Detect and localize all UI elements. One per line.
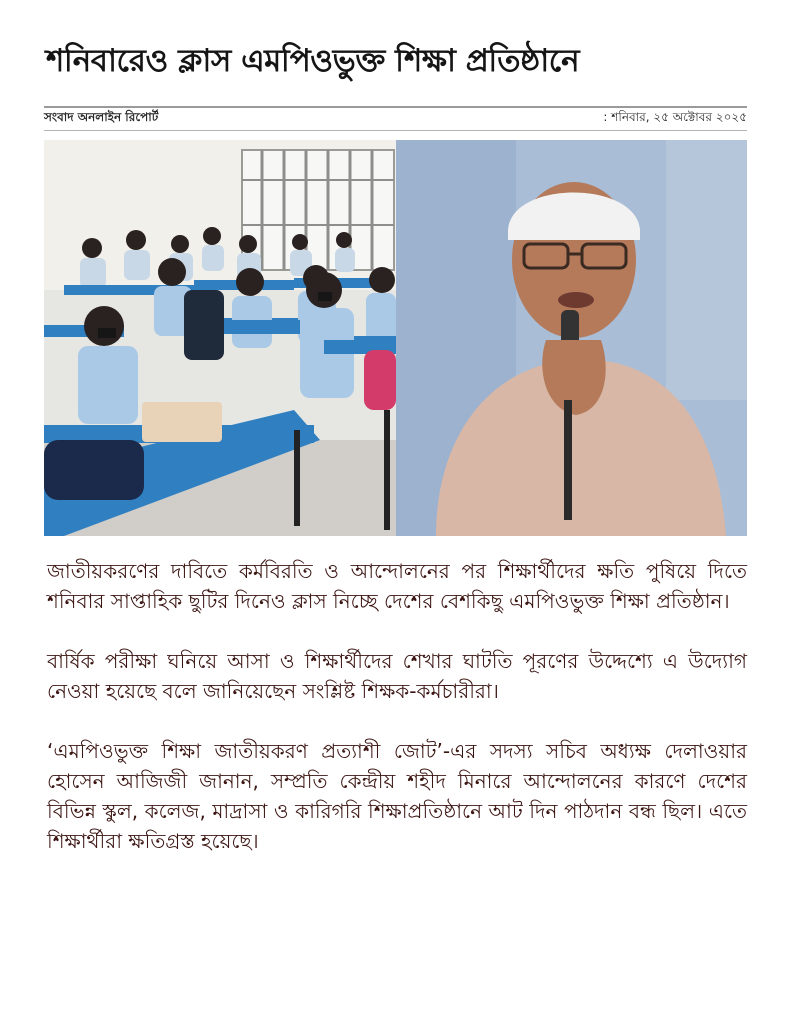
paragraph-2: বার্ষিক পরীক্ষা ঘনিয়ে আসা ও শিক্ষার্থীদের শেখার ঘাটতি পূরণের উদ্দেশ্যে এ উদ্যোগ নেওয়া হয়েছে বলে জানিয়েছেন সংশ্লিষ্ট শিক্ষক-কর্মচারীরা। — [47, 649, 747, 703]
article-headline: শনিবারেও ক্লাস এমপিওভুক্ত শিক্ষা প্রতিষ্ঠানে — [46, 43, 580, 79]
window-grid — [242, 150, 394, 270]
byline-bar — [44, 106, 747, 131]
article-photo — [44, 140, 747, 536]
speaker-photo — [396, 140, 747, 536]
paragraph-3: ‘এমপিওভুক্ত শিক্ষা জাতীয়করণ প্রত্যাশী জোট’-এর সদস্য সচিব অধ্যক্ষ দেলাওয়ার হোসেন আজিজী জানান, সম্প্রতি কেন্দ্রীয় শহীদ মিনারে আন্দোলনের কারণে দেশের বিভিন্ন স্কুল, কলেজ, মাদ্রাসা ও কারিগরি শিক্ষাপ্রতিষ্ঠানে আট দিন পাঠদান বন্ধ ছিল। এতে শিক্ষার্থীরা ক্ষতিগ্রস্ত হয়েছে। — [47, 739, 747, 853]
reporter-credit: সংবাদ অনলাইন রিপোর্ট — [44, 110, 159, 124]
classroom-photo — [44, 140, 396, 536]
article-body — [47, 556, 747, 886]
paragraph-1: জাতীয়করণের দাবিতে কর্মবিরতি ও আন্দোলনের পর শিক্ষার্থীদের ক্ষতি পুষিয়ে দিতে শনিবার সাপ্তাহিক ছুটির দিনেও ক্লাস নিচ্ছে দেশের বেশকিছু এমপিওভুক্ত শিক্ষা প্রতিষ্ঠান। — [47, 559, 747, 613]
publish-date: : শনিবার, ২৫ অক্টোবর ২০২৫ — [603, 110, 747, 124]
